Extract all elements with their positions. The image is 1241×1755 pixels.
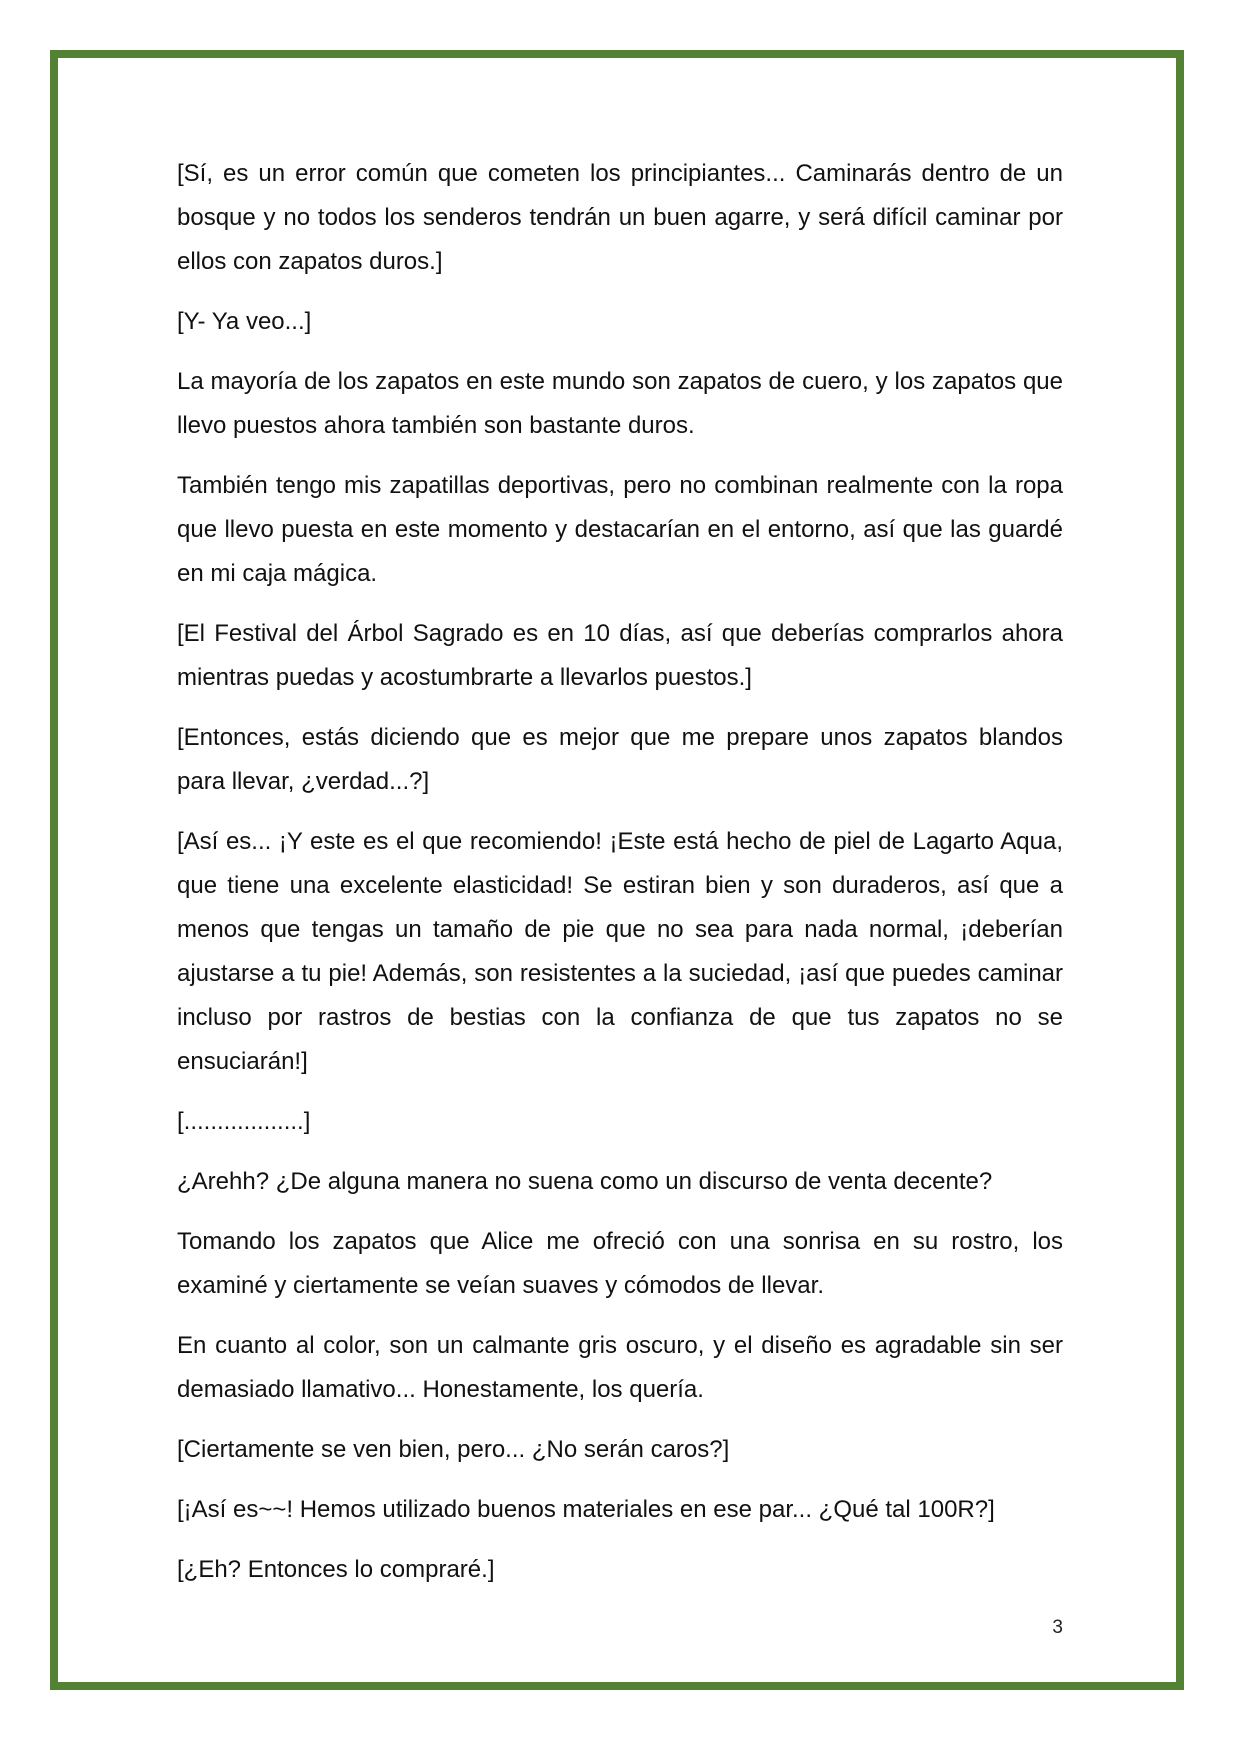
paragraph-7: [Así es... ¡Y este es el que recomiendo! ¡Este está hecho de piel de Lagarto Aqua, que tiene una excelente elasticidad! Se estiran bien y son duraderos, así que a menos que tengas un tamaño de pie que no sea para nada normal, ¡deberían ajustarse a tu pie! Además, son resistentes a la suciedad, ¡así que puedes caminar incluso por rastros de bestias con la confianza de que tus zapatos no se ensuciarán!] xyxy=(177,828,1063,1075)
paragraph-10: Tomando los zapatos que Alice me ofreció con una sonrisa en su rostro, los examiné y ciertamente se veían suaves y cómodos de llevar. xyxy=(177,1228,1063,1299)
paragraph-9: ¿Arehh? ¿De alguna manera no suena como un discurso de venta decente? xyxy=(177,1168,993,1195)
paragraph-11: En cuanto al color, son un calmante gris oscuro, y el diseño es agradable sin ser demasiado llamativo... Honestamente, los quería. xyxy=(177,1332,1063,1403)
paragraph-5: [El Festival del Árbol Sagrado es en 10 días, así que deberías comprarlos ahora mientras puedas y acostumbrarte a llevarlos puestos.] xyxy=(177,620,1063,691)
paragraph-14: [¿Eh? Entonces lo compraré.] xyxy=(177,1556,495,1583)
paragraph-3: La mayoría de los zapatos en este mundo son zapatos de cuero, y los zapatos que llevo puestos ahora también son bastante duros. xyxy=(177,368,1063,439)
paragraph-13: [¡Así es~~! Hemos utilizado buenos materiales en ese par... ¿Qué tal 100R?] xyxy=(177,1496,995,1523)
paragraph-6: [Entonces, estás diciendo que es mejor que me prepare unos zapatos blandos para llevar, ¿verdad...?] xyxy=(177,724,1063,795)
paragraph-2: [Y- Ya veo...] xyxy=(177,308,312,335)
paragraph-8: [..................] xyxy=(177,1108,311,1135)
page-number: 3 xyxy=(1052,1617,1063,1638)
paragraph-12: [Ciertamente se ven bien, pero... ¿No serán caros?] xyxy=(177,1436,730,1463)
document-body xyxy=(177,152,1063,1608)
paragraph-4: También tengo mis zapatillas deportivas, pero no combinan realmente con la ropa que llevo puesta en este momento y destacarían en el entorno, así que las guardé en mi caja mágica. xyxy=(177,472,1063,587)
paragraph-1: [Sí, es un error común que cometen los principiantes... Caminarás dentro de un bosque y no todos los senderos tendrán un buen agarre, y será difícil caminar por ellos con zapatos duros.] xyxy=(177,160,1063,275)
